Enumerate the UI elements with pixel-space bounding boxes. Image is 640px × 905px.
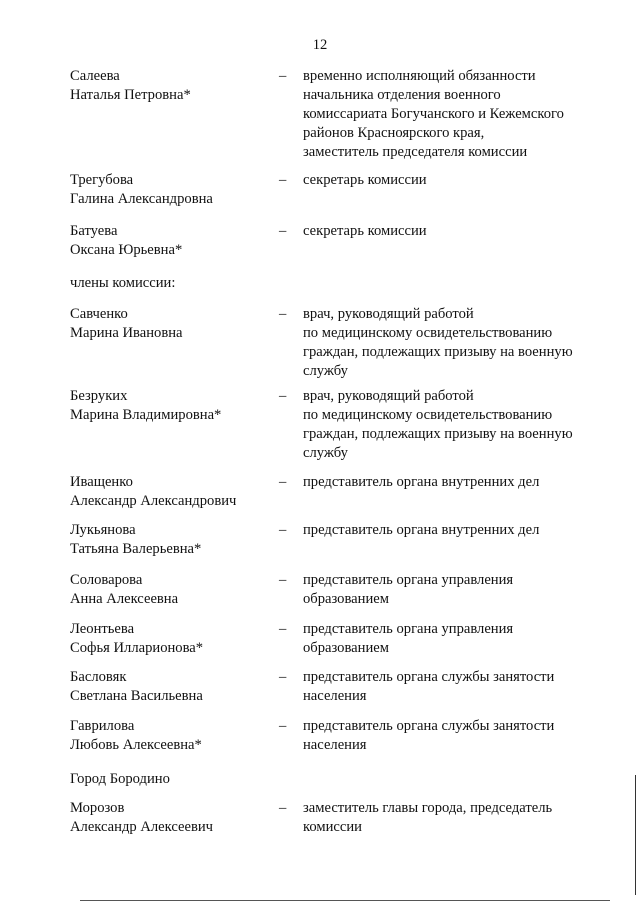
member-role: представитель органа управления образованием (303, 572, 514, 607)
dash-separator: – (279, 800, 287, 816)
dash-separator: – (279, 68, 287, 84)
member-name: Батуева Оксана Юрьевна* (70, 223, 183, 258)
member-name: Трегубова Галина Александровна (70, 172, 213, 207)
member-role: представитель органа службы занятости населения (303, 669, 555, 704)
scan-edge-line (635, 775, 636, 895)
dash-separator: – (279, 572, 287, 588)
dash-separator: – (279, 718, 287, 734)
dash-separator: – (279, 388, 287, 404)
dash-separator: – (279, 306, 287, 322)
dash-separator: – (279, 669, 287, 685)
members-section-label: члены комиссии: (70, 275, 176, 291)
dash-separator: – (279, 172, 287, 188)
dash-separator: – (279, 621, 287, 637)
city-section-label: Город Бородино (70, 771, 170, 787)
member-name: Безруких Марина Владимировна* (70, 388, 222, 423)
member-name: Соловарова Анна Алексеевна (70, 572, 179, 607)
dash-separator: – (279, 522, 287, 538)
member-role: представитель органа внутренних дел (303, 522, 540, 538)
member-name: Басловяк Светлана Васильевна (70, 669, 203, 704)
member-name: Леонтьева Софья Илларионова* (70, 621, 204, 656)
member-name: Салеева Наталья Петровна* (70, 68, 191, 103)
member-role: врач, руководящий работой по медицинскому освидетельствованию граждан, подлежащих призыву на военную службу (303, 388, 573, 461)
member-role: представитель органа управления образованием (303, 621, 514, 656)
dash-separator: – (279, 223, 287, 239)
member-role: секретарь комиссии (303, 172, 427, 188)
member-name: Лукьянова Татьяна Валерьевна* (70, 522, 202, 557)
member-role: временно исполняющий обязанности начальника отделения военного комиссариата Богучанского и Кежемского районов Красноярского края, заместитель председателя комиссии (303, 68, 564, 160)
member-role: секретарь комиссии (303, 223, 427, 239)
member-name: Иващенко Александр Александрович (70, 474, 237, 509)
page-number: 12 (312, 37, 328, 53)
member-name: Морозов Александр Алексеевич (70, 800, 214, 835)
member-role: представитель органа службы занятости населения (303, 718, 555, 753)
member-role: врач, руководящий работой по медицинскому освидетельствованию граждан, подлежащих призыву на военную службу (303, 306, 573, 379)
member-name: Савченко Марина Ивановна (70, 306, 183, 341)
member-role: заместитель главы города, председатель комиссии (303, 800, 553, 835)
dash-separator: – (279, 474, 287, 490)
member-name: Гаврилова Любовь Алексеевна* (70, 718, 202, 753)
member-role: представитель органа внутренних дел (303, 474, 540, 490)
bottom-rule (80, 900, 610, 901)
